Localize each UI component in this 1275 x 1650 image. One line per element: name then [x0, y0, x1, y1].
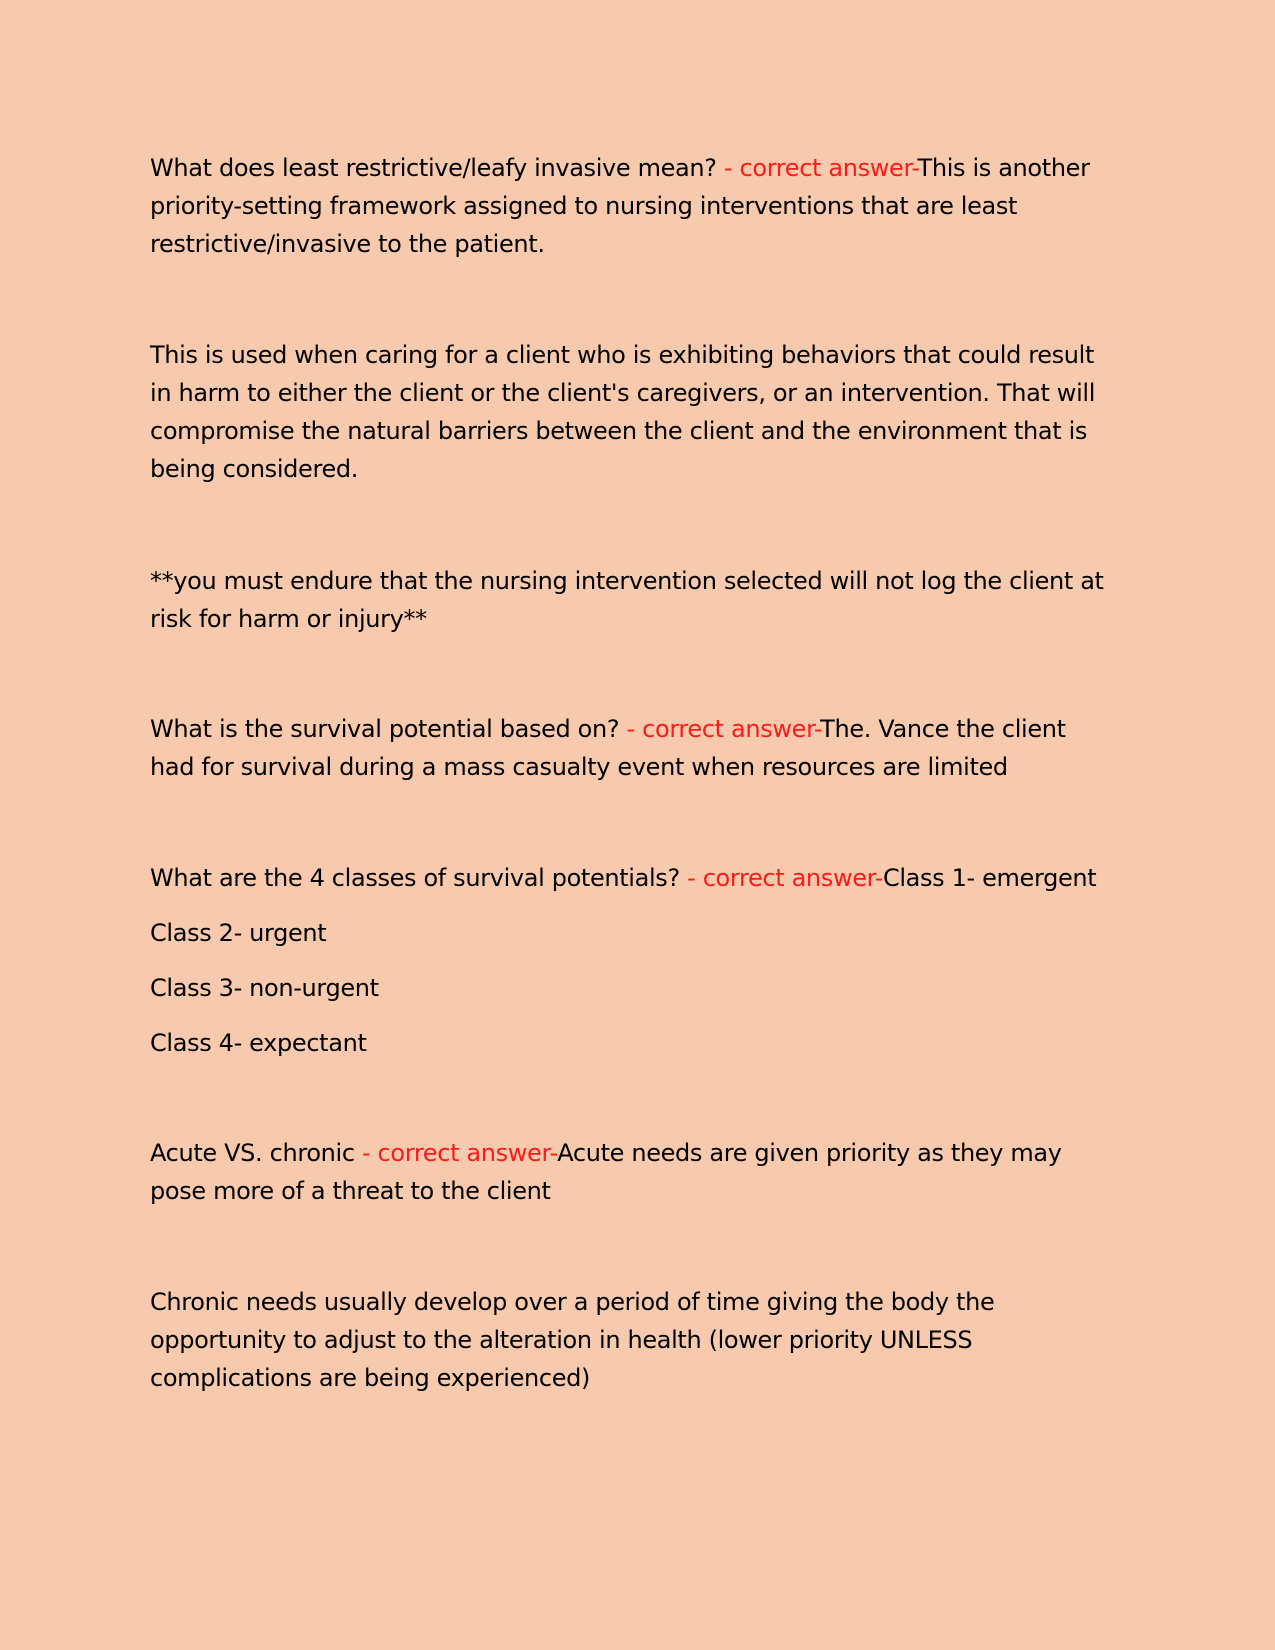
paragraph-line: being considered. [150, 455, 359, 483]
answer-text: Class 1- emergent [882, 864, 1097, 892]
paragraph-line: This is used when caring for a client who is exhibiting behaviors that could result [150, 341, 1095, 369]
question-line [150, 715, 1066, 743]
paragraph-line: **you must endure that the nursing intervention selected will not log the client at [150, 567, 1104, 595]
answer-marker: - correct answer- [679, 864, 883, 892]
question-line [150, 864, 1096, 892]
question-text: What is the survival potential based on? [150, 715, 620, 743]
question-line [150, 1139, 1062, 1167]
question-text: What does least restrictive/leafy invasive mean? [150, 154, 717, 182]
paragraph-line: opportunity to adjust to the alteration in health (lower priority UNLESS [150, 1326, 973, 1354]
answer-text: This is another [917, 154, 1090, 182]
answer-marker: - correct answer- [619, 715, 821, 743]
paragraph-line: Chronic needs usually develop over a period of time giving the body the [150, 1288, 995, 1316]
question-text: What are the 4 classes of survival potentials? [150, 864, 680, 892]
answer-line: Class 2- urgent [150, 919, 327, 947]
answer-line: had for survival during a mass casualty event when resources are limited [150, 753, 1008, 781]
paragraph-line: complications are being experienced) [150, 1364, 591, 1392]
paragraph-line: compromise the natural barriers between the client and the environment that is [150, 417, 1088, 445]
paragraph-line: risk for harm or injury** [150, 605, 427, 633]
answer-line: restrictive/invasive to the patient. [150, 230, 545, 258]
answer-line: Class 4- expectant [150, 1029, 367, 1057]
answer-text: The. Vance the client [820, 715, 1066, 743]
answer-line: pose more of a threat to the client [150, 1177, 551, 1205]
question-line [150, 154, 1090, 182]
answer-line: priority-setting framework assigned to nursing interventions that are least [150, 192, 1018, 220]
answer-marker: - correct answer- [354, 1139, 558, 1167]
answer-text: Acute needs are given priority as they may [557, 1139, 1062, 1167]
answer-marker: - correct answer- [716, 154, 918, 182]
question-text: Acute VS. chronic [150, 1139, 355, 1167]
answer-line: Class 3- non-urgent [150, 974, 379, 1002]
paragraph-line: in harm to either the client or the client's caregivers, or an intervention. That will [150, 379, 1096, 407]
